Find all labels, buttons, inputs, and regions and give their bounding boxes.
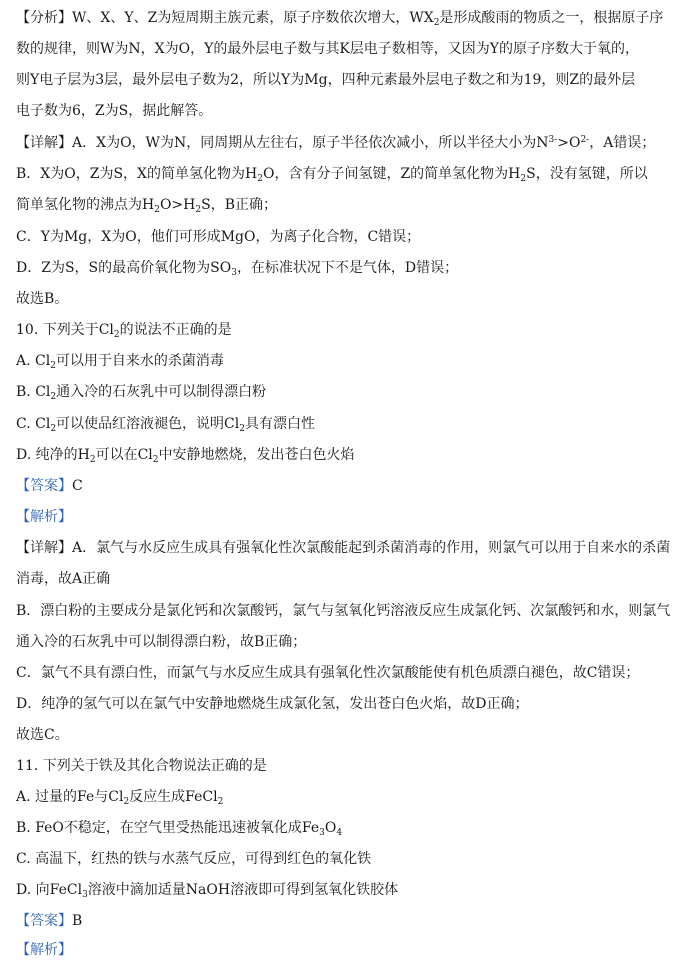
question-10-detail-d: D．纯净的氢气可以在氯气中安静地燃烧生成氯化氢，发出苍白色火焰，故D正确；	[16, 696, 529, 712]
answer-value: B	[72, 913, 83, 929]
question-10-detail-b-line1: B．漂白粉的主要成分是氯化钙和次氯酸钙，氯气与氢氧化钙溶液反应生成氯化钙、次氯酸钙和水，则氯气	[16, 603, 671, 619]
question-11-answer	[16, 911, 678, 931]
question-10-detail-a-line2: 消毒，故A正确	[16, 571, 111, 587]
analysis-line-2: 数的规律，则W为N，X为O，Y的最外层电子数与其K层电子数相等，又因为Y的原子序数大于氧的，	[16, 41, 640, 57]
analysis-line-4: 电子数为6，Z为S，据此解答。	[16, 103, 213, 119]
question-10-option-b: B. $Cl_2$通入冷的石灰乳中可以制得漂白粉	[16, 384, 267, 402]
answer-tag: 【答案】	[16, 913, 72, 929]
detail-option-c: C．Y为Mg，X为O，他们可形成MgO，为离子化合物，C错误；	[16, 229, 421, 245]
question-11-stem: 11. 下列关于铁及其化合物说法正确的是	[16, 758, 267, 774]
question-11-option-d: D. 向FeCl$_3$溶液中滴加适量NaOH溶液即可得到氢氧化铁胶体	[16, 882, 399, 900]
question-10-option-c: C. $Cl_2$可以使品红溶液褪色，说明$Cl_2$具有漂白性	[16, 416, 315, 434]
question-10-option-d: D. 纯净的$H_2$可以在$Cl_2$中安静地燃烧，发出苍白色火焰	[16, 447, 355, 465]
answer-value: C	[72, 478, 83, 494]
choice-line: 故选B。	[16, 291, 69, 307]
question-10-detail-b-line2: 通入冷的石灰乳中可以制得漂白粉，故B正确；	[16, 634, 307, 650]
analysis-line-3: 则Y电子层为3层，最外层电子数为2，所以Y为Mg，四种元素最外层电子数之和为19，则Z的最外层	[16, 72, 636, 88]
question-10-detail-a-line1: 【详解】A．氯气与水反应生成具有强氧化性次氯酸能起到杀菌消毒的作用，则氯气可以用于自来水的杀菌	[16, 540, 671, 556]
question-11-option-c: C. 高温下，红热的铁与水蒸气反应，可得到红色的氧化铁	[16, 851, 372, 867]
question-11-analysis-tag: 【解析】	[16, 942, 72, 958]
question-10-detail-c: C．氯气不具有漂白性，而氯气与水反应生成具有强氧化性次氯酸能使有机色质漂白褪色，故C错误；	[16, 665, 640, 681]
question-10-stem: 10. 下列关于$Cl_2$的说法不正确的是	[16, 322, 232, 340]
detail-option-d: D．Z为S，S的最高价氧化物为$SO_3$，在标准状况下不是气体，D错误；	[16, 260, 459, 278]
question-10-answer	[16, 476, 678, 496]
question-10-option-a: A. $Cl_2$可以用于自来水的杀菌消毒	[16, 353, 224, 371]
question-11-option-a: A. 过量的Fe与$Cl_2$反应生成FeCl$_2$	[16, 789, 224, 807]
question-11-option-b: B. FeO不稳定，在空气里受热能迅速被氧化成$Fe_3O_4$	[16, 820, 343, 838]
question-10-choice: 故选C。	[16, 727, 69, 743]
detail-option-b-line1: B．X为O，Z为S，X的简单氢化物为$H_2O$，含有分子间氢键，Z的简单氢化物为$H_2S$，没有氢键，所以	[16, 166, 648, 184]
answer-tag: 【答案】	[16, 478, 72, 494]
detail-option-a: 【详解】A．X为O，W为N，同周期从左往右，原子半径依次减小，所以半径大小为$N^{3-}>O^{2-}$，A错误；	[16, 135, 656, 151]
analysis-line-1: 【分析】W、X、Y、Z为短周期主族元素，原子序数依次增大，$WX_2$是形成酸雨的物质之一，根据原子序	[16, 10, 664, 28]
question-10-analysis-tag: 【解析】	[16, 509, 72, 525]
detail-option-b-line2: 简单氢化物的沸点为$H_2O>H_2S$，B正确；	[16, 197, 277, 215]
